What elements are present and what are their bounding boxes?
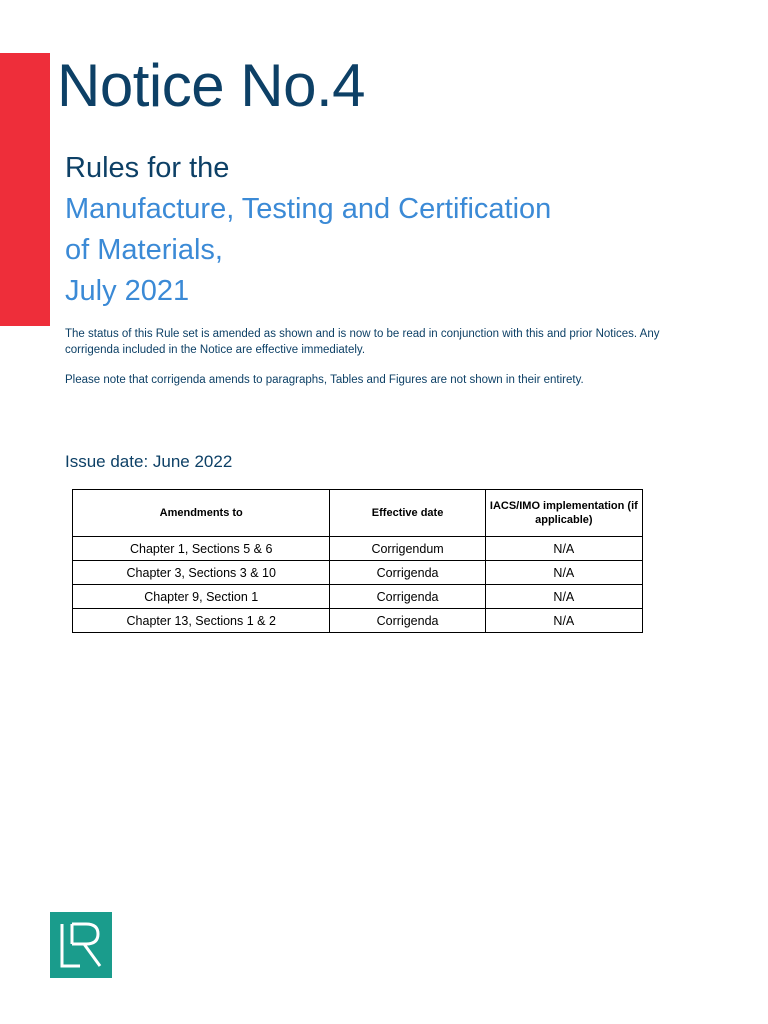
lr-logo-mark (50, 912, 112, 978)
rules-heading (65, 148, 551, 312)
intro-paragraph: The status of this Rule set is amended as shown and is now to be read in conjunction with this and prior Notices. Any corrigenda included in the Notice are effective immediately. (65, 328, 660, 356)
cell-amendment: Chapter 3, Sections 3 & 10 (73, 561, 330, 585)
header-iacs-imo: IACS/IMO implementation (if applicable) (485, 490, 642, 537)
table-row (73, 609, 643, 633)
cell-implementation: N/A (485, 609, 642, 633)
header-effective-date: Effective date (330, 490, 485, 537)
cell-implementation: N/A (485, 585, 642, 609)
rules-prefix: Rules for the (65, 152, 230, 184)
cell-amendment: Chapter 13, Sections 1 & 2 (73, 609, 330, 633)
cell-effective-date: Corrigendum (330, 537, 485, 561)
rules-title-line-3: July 2021 (65, 275, 190, 307)
table-row (73, 585, 643, 609)
cell-amendment: Chapter 1, Sections 5 & 6 (73, 537, 330, 561)
corrigenda-note: Please note that corrigenda amends to paragraphs, Tables and Figures are not shown in their entirety. (65, 374, 584, 386)
rules-title-line-1: Manufacture, Testing and Certification (65, 193, 552, 225)
table-header-row (73, 490, 643, 537)
cell-implementation: N/A (485, 537, 642, 561)
table-row (73, 537, 643, 561)
header-amendments-to: Amendments to (73, 490, 330, 537)
lr-logo-icon (50, 912, 112, 978)
cell-implementation: N/A (485, 561, 642, 585)
notice-title: Notice No.4 (57, 52, 365, 119)
issue-date: Issue date: June 2022 (65, 452, 233, 471)
cell-effective-date: Corrigenda (330, 585, 485, 609)
accent-bar (0, 53, 50, 326)
table-row (73, 561, 643, 585)
cell-effective-date: Corrigenda (330, 561, 485, 585)
rules-title-line-2: of Materials, (65, 234, 223, 266)
cell-effective-date: Corrigenda (330, 609, 485, 633)
amendments-table (72, 489, 643, 633)
cell-amendment: Chapter 9, Section 1 (73, 585, 330, 609)
